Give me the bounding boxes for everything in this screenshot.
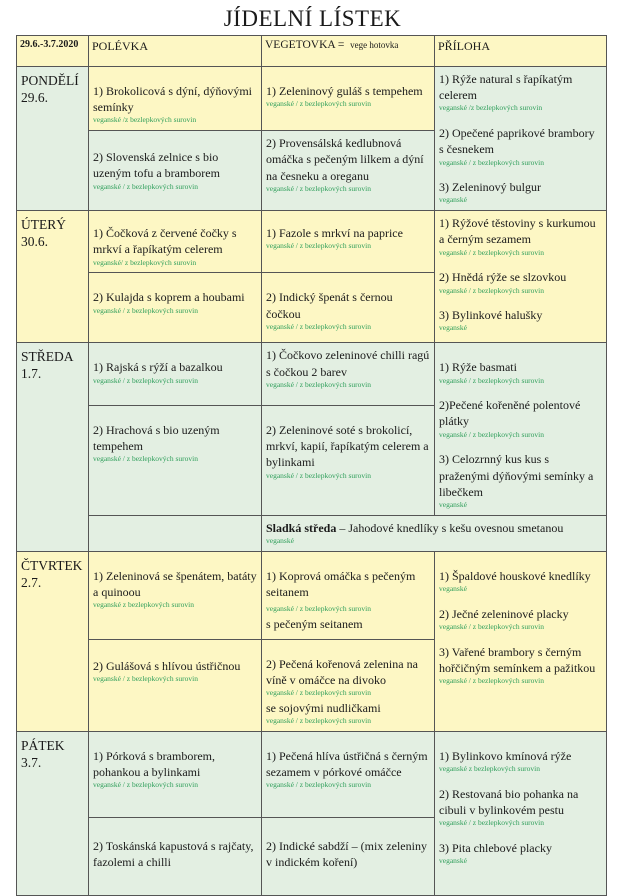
- header-side: [435, 36, 607, 67]
- dish: 1) Zeleninová se špenátem, batáty a quinoou: [93, 568, 257, 599]
- day-cell-thursday: [17, 551, 89, 731]
- side-cell: [435, 211, 607, 343]
- soup-cell: [89, 343, 262, 406]
- day-cell-wednesday: [17, 343, 89, 551]
- sweet-dash: –: [336, 520, 349, 535]
- dish: 3) Bylinkové halušky: [439, 308, 543, 323]
- soup-cell: [89, 273, 262, 343]
- side-cell: [435, 67, 607, 211]
- dish-note: veganské / z bezlepkových surovin: [439, 429, 544, 439]
- dish: 3) Celozrnný kus kus s praženými dýňovými semínky a libečkem: [439, 452, 594, 499]
- sweet-label: Sladká středa: [266, 520, 337, 535]
- dish: 2) Restovaná bio pohanka na cibuli v bylinkovém pestu: [439, 786, 579, 817]
- vege-cell: [262, 131, 435, 211]
- dish: 1) Čočková z červené čočky s mrkví a řapíkatým celerem: [93, 226, 237, 257]
- sweet-row: [17, 515, 607, 551]
- dish: 2) Toskánská kapustová s rajčaty, fazolemi a chilli: [93, 838, 254, 869]
- dish-note: veganské / z bezlepkových surovin: [266, 379, 371, 389]
- dish-note: veganské / z bezlepkových surovin: [93, 181, 198, 191]
- dish: 3) Vařené brambory s černým hořčičným semínkem a pažitkou: [439, 644, 596, 675]
- sweet-cell: [262, 515, 607, 551]
- dish: se sojovými nudličkami: [266, 700, 381, 715]
- day-name: PÁTEK: [21, 737, 65, 753]
- day-date: 3.7.: [21, 754, 42, 770]
- dish-note: veganské / z bezlepkových surovin: [266, 604, 371, 613]
- dish-note: veganské / z bezlepkových surovin: [93, 454, 198, 464]
- header-dates: 29.6.-3.7.2020: [17, 36, 89, 67]
- dish-note: veganské / z bezlepkových surovin: [266, 780, 371, 790]
- dish: 2) Provensálská kedlubnová omáčka s pečeným lilkem a dýní na česneku a oreganu: [266, 136, 424, 183]
- dish: 1) Špaldové houskové knedlíky: [439, 568, 591, 583]
- dish: 2) Slovenská zelnice s bio uzeným tofu a bramborem: [93, 150, 220, 181]
- dish-note: veganské: [439, 855, 467, 865]
- vege-cell: [262, 67, 435, 131]
- dish-note: veganské / z bezlepkových surovin: [439, 818, 544, 827]
- dish: 2) Indické sabdží – (mix zeleniny v indickém koření): [266, 838, 427, 869]
- header-vege: [262, 36, 435, 67]
- soup-cell: [89, 639, 262, 731]
- vege-cell: [262, 273, 435, 343]
- dish-note: veganské / z bezlepkových surovin: [266, 99, 371, 109]
- dish-note: veganské: [266, 535, 294, 545]
- sweet-text: Jahodové knedlíky s kešu ovesnou smetanou: [348, 520, 564, 535]
- dish: 1) Rajská s rýží a bazalkou: [93, 360, 223, 375]
- day-row-thursday: [17, 551, 607, 639]
- dish: 1) Rýže natural s řapíkatým celerem: [439, 72, 573, 103]
- day-row-tuesday: [17, 211, 607, 273]
- soup-cell: [89, 731, 262, 817]
- vege-cell: [262, 639, 435, 731]
- dish-note: veganské /z bezlepkových surovin: [93, 115, 197, 125]
- dish-note: veganské /z bezlepkových surovin: [439, 103, 543, 113]
- dish-note: veganské / z bezlepkových surovin: [439, 285, 544, 295]
- header-soup-label: POLÉVKA: [92, 39, 148, 53]
- vege-cell: [262, 551, 435, 639]
- day-date: 29.6.: [21, 89, 48, 105]
- vege-cell: [262, 817, 435, 895]
- dish: 2) Pečená kořenová zelenina na víně v omáčce na divoko: [266, 656, 418, 687]
- dish: 2)Pečené kořeněné polentové plátky: [439, 398, 581, 429]
- dish-note: veganské / z bezlepkových surovin: [439, 375, 544, 385]
- dish-note: veganské z bezlepkových surovin: [93, 600, 195, 609]
- day-row-friday: [17, 731, 607, 817]
- day-name: PONDĚLÍ: [21, 73, 79, 88]
- side-cell: [435, 731, 607, 895]
- dish-note: veganské: [439, 499, 467, 509]
- dish-note: veganské / z bezlepkových surovin: [439, 247, 544, 257]
- soup-cell: [89, 67, 262, 131]
- dish-note: veganské/ z bezlepkových surovin: [93, 257, 197, 267]
- dish: 2) Indický špenát s černou čočkou: [266, 290, 393, 321]
- dish: 1) Zeleninový guláš s tempehem: [266, 84, 423, 98]
- dish: s pečeným seitanem: [266, 616, 363, 631]
- dish-note: veganské / z bezlepkových surovin: [439, 675, 544, 685]
- day-cell-monday: [17, 67, 89, 211]
- day-cell-tuesday: [17, 211, 89, 343]
- soup-cell: [89, 131, 262, 211]
- dish-note: veganské / z bezlepkových surovin: [266, 688, 371, 697]
- dish: [266, 520, 602, 536]
- day-cell-friday: [17, 731, 89, 895]
- dish-note: veganské: [439, 583, 467, 593]
- dish-note: veganské / z bezlepkových surovin: [93, 780, 198, 790]
- day-name: ČTVRTEK: [21, 557, 83, 573]
- dish: 1) Pečená hlíva ústřičná s černým sezamem v pórkové omáčce: [266, 748, 428, 779]
- dish: 1) Bylinkovo kmínová rýže: [439, 748, 572, 763]
- dish: 3) Pita chlebové placky: [439, 840, 552, 855]
- dish: 2) Gulášová s hlívou ústřičnou: [93, 658, 241, 673]
- side-cell: [435, 551, 607, 731]
- dish-note: veganské / z bezlepkových surovin: [439, 157, 544, 167]
- day-name: ÚTERÝ: [21, 217, 66, 233]
- dish: 1) Koprová omáčka s pečeným seitanem: [266, 568, 416, 599]
- side-cell: [435, 343, 607, 515]
- dish: 1) Pórková s bramborem, pohankou a bylinkami: [93, 748, 215, 779]
- day-row-monday: [17, 67, 607, 131]
- dish-note: veganské / z bezlepkových surovin: [266, 321, 371, 331]
- menu-table: [16, 35, 607, 896]
- day-date: 2.7.: [21, 574, 42, 590]
- header-soup: [89, 36, 262, 67]
- soup-cell: [89, 551, 262, 639]
- dish-note: veganské / z bezlepkových surovin: [266, 183, 371, 193]
- day-date: 30.6.: [21, 234, 48, 250]
- dish: 2) Hrachová s bio uzeným tempehem: [93, 422, 220, 454]
- dish: 2) Ječné zeleninové placky: [439, 606, 569, 621]
- vege-cell: [262, 343, 435, 406]
- dish-note: veganské: [439, 323, 467, 333]
- vege-cell: [262, 731, 435, 817]
- dish: 2) Zeleninové soté s brokolicí, mrkví, kapií, řapíkatým celerem a bylinkami: [266, 422, 429, 470]
- dish-note: veganské / z bezlepkových surovin: [266, 715, 371, 725]
- dish-note: veganské / z bezlepkových surovin: [266, 470, 371, 480]
- dish: 2) Kulajda s koprem a houbami: [93, 290, 245, 305]
- soup-cell: [89, 211, 262, 273]
- dish: 1) Rýže basmati: [439, 360, 517, 375]
- day-date: 1.7.: [21, 366, 42, 382]
- dish-note: veganské z bezlepkových surovin: [439, 763, 541, 773]
- dish: 1) Čočkovo zeleninové chilli ragú s čočkou 2 barev: [266, 348, 430, 379]
- soup-cell: [89, 817, 262, 895]
- header-vege-note: vege hotovka: [350, 40, 399, 50]
- header-vege-label: VEGETOVKA =: [265, 39, 345, 51]
- dish-note: veganské / z bezlepkových surovin: [93, 305, 198, 315]
- day-row-wednesday: [17, 343, 607, 406]
- vege-cell: [262, 211, 435, 273]
- dish: 2) Opečené paprikové brambory s česnekem: [439, 126, 595, 157]
- dish: 1) Fazole s mrkví na paprice: [266, 226, 403, 241]
- dish-note: veganské: [439, 195, 467, 205]
- dish: 1) Brokolicová s dýní, dýňovými semínky: [93, 84, 252, 115]
- dish-note: veganské / z bezlepkových surovin: [266, 241, 371, 251]
- dish: 2) Hnědá rýže se slzovkou: [439, 270, 567, 285]
- header-row: [17, 36, 607, 67]
- dish-note: veganské / z bezlepkových surovin: [93, 375, 198, 385]
- vege-cell: [262, 405, 435, 515]
- dish-note: veganské / z bezlepkových surovin: [439, 621, 544, 631]
- header-side-label: PŘÍLOHA: [438, 39, 491, 53]
- dish: 3) Zeleninový bulgur: [439, 180, 541, 195]
- soup-cell: [89, 405, 262, 515]
- dish: 1) Rýžové těstoviny s kurkumou a černým sezamem: [439, 216, 596, 247]
- sweet-empty-cell: [89, 515, 262, 551]
- day-name: STŘEDA: [21, 349, 74, 365]
- page-title: JÍDELNÍ LÍSTEK: [223, 6, 402, 31]
- dish-note: veganské / z bezlepkových surovin: [93, 673, 198, 683]
